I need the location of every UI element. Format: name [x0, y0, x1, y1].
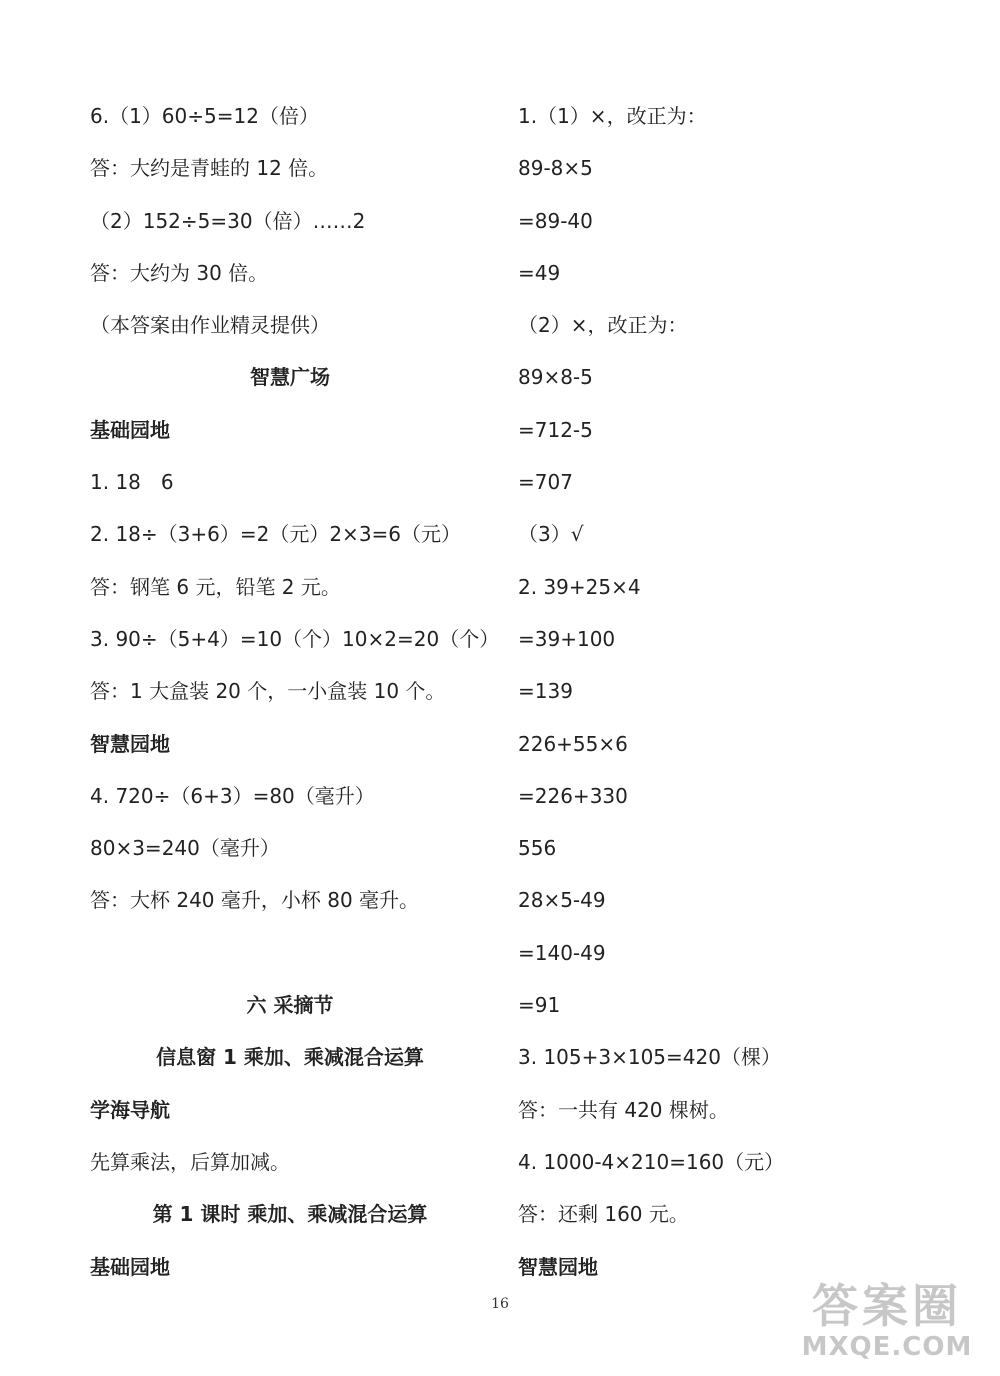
- answer-line: 1.（1）×，改正为：: [518, 104, 707, 128]
- answer-line: =91: [518, 993, 561, 1018]
- lesson-heading: 第 1 课时 乘加、乘减混合运算: [152, 1202, 428, 1227]
- answer-line: 答：大杯 240 毫升，小杯 80 毫升。: [90, 888, 420, 913]
- answer-line: 80×3=240（毫升）: [90, 836, 280, 861]
- answer-line: （2）×，改正为：: [518, 313, 688, 338]
- answer-line: =89-40: [518, 208, 593, 233]
- answer-line: 2. 39+25×4: [518, 574, 641, 599]
- watermark-logo: [782, 1280, 992, 1370]
- left-column: [90, 90, 500, 1293]
- right-column: [518, 90, 918, 1293]
- unit-heading: 六 采摘节: [246, 993, 334, 1018]
- answer-line: 1. 18 6: [90, 470, 174, 495]
- source-note: （本答案由作业精灵提供）: [90, 313, 330, 338]
- answer-line: 答：大约是青蛙的 12 倍。: [90, 156, 329, 181]
- answer-line: 556: [518, 836, 557, 861]
- answer-line: =39+100: [518, 626, 616, 651]
- answer-line: 答：还剩 160 元。: [518, 1202, 689, 1227]
- answer-line: =49: [518, 260, 561, 285]
- section-heading: 智慧广场: [250, 365, 330, 390]
- blank-spacer: [90, 927, 490, 979]
- subsection-heading: 基础园地: [90, 417, 170, 442]
- page-number: 16: [491, 1296, 509, 1312]
- answer-line: 答：1 大盒装 20 个，一小盒装 10 个。: [90, 679, 446, 704]
- subsection-heading: 智慧园地: [518, 1254, 598, 1279]
- watermark-logo-text: 答案圈: [812, 1279, 962, 1333]
- answer-line: 答：一共有 420 棵树。: [518, 1097, 729, 1122]
- watermark-url: MXQE.COM: [801, 1332, 973, 1362]
- answer-line: 4. 720÷（6+3）=80（毫升）: [90, 783, 375, 808]
- answer-line: =139: [518, 679, 573, 704]
- answer-line: =226+330: [518, 783, 628, 808]
- answer-line: （2）152÷5=30（倍）……2: [90, 208, 366, 233]
- answer-line: 89×8-5: [518, 365, 593, 390]
- answer-line: 答：大约为 30 倍。: [90, 260, 269, 285]
- subsection-heading: 智慧园地: [90, 731, 170, 756]
- subsection-heading: 学海导航: [90, 1097, 170, 1122]
- subsection-heading: 基础园地: [90, 1254, 170, 1279]
- answer-line: 3. 90÷（5+4）=10（个）10×2=20（个）: [90, 626, 500, 651]
- answer-line: 6.（1）60÷5=12（倍）: [90, 104, 319, 128]
- chapter-heading: 信息窗 1 乘加、乘减混合运算: [156, 1045, 424, 1070]
- answer-line: 226+55×6: [518, 731, 628, 756]
- answer-line: =712-5: [518, 417, 593, 442]
- answer-line: 答：钢笔 6 元，铅笔 2 元。: [90, 574, 341, 599]
- answer-line: 先算乘法，后算加减。: [90, 1149, 290, 1174]
- answer-line: 4. 1000-4×210=160（元）: [518, 1149, 785, 1174]
- answer-line: 3. 105+3×105=420（棵）: [518, 1045, 781, 1070]
- answer-line: =707: [518, 470, 573, 495]
- answer-line: 2. 18÷（3+6）=2（元）2×3=6（元）: [90, 522, 462, 547]
- answer-line: 89-8×5: [518, 156, 593, 181]
- answer-line: （3）√: [518, 522, 584, 547]
- answer-line: =140-49: [518, 940, 606, 965]
- answer-line: 28×5-49: [518, 888, 606, 913]
